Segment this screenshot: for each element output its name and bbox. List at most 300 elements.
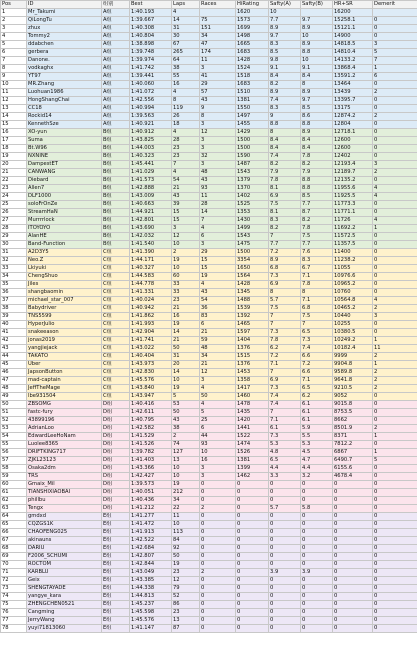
table-row[interactable] xyxy=(1,561,417,569)
table-cell[interactable]: 11055 xyxy=(333,265,373,273)
table-cell[interactable]: 0 xyxy=(373,529,417,537)
table-row[interactable] xyxy=(1,313,417,321)
table-cell[interactable]: 43 xyxy=(200,177,236,185)
table-cell[interactable]: 4 xyxy=(373,217,417,225)
table-cell[interactable]: 54 xyxy=(200,297,236,305)
table-cell[interactable]: 0 xyxy=(373,233,417,241)
table-cell[interactable]: Cangming xyxy=(27,609,102,617)
table-cell[interactable]: Gmaix_Mil xyxy=(27,481,102,489)
table-cell[interactable]: E组 xyxy=(102,561,130,569)
table-cell[interactable]: 4 xyxy=(172,169,200,177)
table-cell[interactable]: 1590 xyxy=(236,153,269,161)
table-cell[interactable]: 19 xyxy=(172,561,200,569)
table-cell[interactable]: 1:45.598 xyxy=(130,609,172,617)
table-cell[interactable]: 10255 xyxy=(333,321,373,329)
table-cell[interactable]: KARBLU xyxy=(27,569,102,577)
table-cell[interactable]: A组 xyxy=(102,57,130,65)
table-cell[interactable]: 7.5 xyxy=(301,313,333,321)
table-cell[interactable]: 1353 xyxy=(236,209,269,217)
table-row[interactable] xyxy=(1,289,417,297)
table-cell[interactable]: 0 xyxy=(373,393,417,401)
table-cell[interactable]: C组 xyxy=(102,321,130,329)
table-cell[interactable]: 32 xyxy=(200,153,236,161)
table-cell[interactable]: 38 xyxy=(172,425,200,433)
table-cell[interactable]: 64 xyxy=(1,513,27,521)
table-cell[interactable]: 0 xyxy=(373,553,417,561)
table-cell[interactable]: 9.7 xyxy=(301,97,333,105)
table-row[interactable] xyxy=(1,489,417,497)
table-cell[interactable]: 0 xyxy=(236,497,269,505)
table-cell[interactable]: 15 xyxy=(200,265,236,273)
table-cell[interactable]: 15258.1 xyxy=(333,17,373,25)
table-cell[interactable]: 1 xyxy=(1,9,27,17)
table-cell[interactable]: 26 xyxy=(172,113,200,121)
column-header[interactable]: Pos xyxy=(1,1,27,9)
table-cell[interactable]: 1:40.327 xyxy=(130,265,172,273)
table-cell[interactable]: Neo.Z xyxy=(27,257,102,265)
table-cell[interactable]: 8371 xyxy=(333,433,373,441)
table-cell[interactable]: 0 xyxy=(301,481,333,489)
table-cell[interactable]: C组 xyxy=(102,369,130,377)
table-cell[interactable]: 0 xyxy=(236,585,269,593)
table-cell[interactable]: 7 xyxy=(200,217,236,225)
table-cell[interactable]: 1:45.576 xyxy=(130,377,172,385)
table-cell[interactable]: 0 xyxy=(301,601,333,609)
column-header[interactable]: HiRating xyxy=(236,1,269,9)
table-cell[interactable]: gmdxd xyxy=(27,513,102,521)
table-cell[interactable]: 1404 xyxy=(236,337,269,345)
table-cell[interactable]: 8.3 xyxy=(269,217,301,225)
table-cell[interactable]: E组 xyxy=(102,609,130,617)
table-row[interactable] xyxy=(1,177,417,185)
table-cell[interactable]: ZJKL23123 xyxy=(27,457,102,465)
table-cell[interactable]: 0 xyxy=(373,473,417,481)
table-cell[interactable]: 6 xyxy=(200,425,236,433)
table-cell[interactable]: 151 xyxy=(200,25,236,33)
table-cell[interactable]: 8.4 xyxy=(301,145,333,153)
table-cell[interactable]: 1:41.913 xyxy=(130,529,172,537)
table-cell[interactable]: 73 xyxy=(1,585,27,593)
table-cell[interactable]: 9.7 xyxy=(301,17,333,25)
table-cell[interactable]: C组 xyxy=(102,289,130,297)
table-cell[interactable]: 9904.8 xyxy=(333,361,373,369)
table-cell[interactable]: Danone. xyxy=(27,57,102,65)
table-cell[interactable]: 10 xyxy=(301,33,333,41)
table-cell[interactable]: ZBSOMG xyxy=(27,401,102,409)
table-cell[interactable]: E组 xyxy=(102,585,130,593)
table-cell[interactable]: 0 xyxy=(301,545,333,553)
table-cell[interactable]: 12600 xyxy=(333,145,373,153)
table-cell[interactable]: 75 xyxy=(1,601,27,609)
table-cell[interactable]: 65 xyxy=(1,521,27,529)
table-cell[interactable]: 1:41.277 xyxy=(130,513,172,521)
table-cell[interactable]: 83 xyxy=(200,313,236,321)
table-cell[interactable]: 1345 xyxy=(236,289,269,297)
table-row[interactable] xyxy=(1,409,417,417)
table-cell[interactable]: 11400 xyxy=(333,249,373,257)
table-cell[interactable]: 0 xyxy=(200,585,236,593)
table-cell[interactable]: 0 xyxy=(269,545,301,553)
table-row[interactable] xyxy=(1,9,417,17)
table-cell[interactable]: 5.9 xyxy=(301,425,333,433)
table-cell[interactable]: Babydriver xyxy=(27,305,102,313)
table-cell[interactable]: 6.9 xyxy=(269,281,301,289)
table-cell[interactable]: 0 xyxy=(373,33,417,41)
table-cell[interactable]: 0 xyxy=(373,329,417,337)
table-cell[interactable]: 3 xyxy=(200,473,236,481)
table-cell[interactable]: 41 xyxy=(1,329,27,337)
table-cell[interactable]: 1430 xyxy=(236,217,269,225)
table-cell[interactable]: 0 xyxy=(236,481,269,489)
table-cell[interactable]: Luohuan1986 xyxy=(27,89,102,97)
table-cell[interactable]: phillbu xyxy=(27,497,102,505)
table-cell[interactable]: 7.9 xyxy=(269,169,301,177)
table-row[interactable] xyxy=(1,185,417,193)
table-cell[interactable]: 1:39.667 xyxy=(130,17,172,25)
table-cell[interactable]: 0 xyxy=(269,529,301,537)
table-cell[interactable]: 1:41.741 xyxy=(130,337,172,345)
table-cell[interactable]: C组 xyxy=(102,393,130,401)
table-cell[interactable]: 31 xyxy=(172,25,200,33)
table-cell[interactable]: 13464 xyxy=(333,81,373,89)
table-cell[interactable] xyxy=(200,9,236,17)
table-cell[interactable]: 10564.8 xyxy=(333,297,373,305)
table-cell[interactable]: 53 xyxy=(172,401,200,409)
table-cell[interactable]: 30 xyxy=(172,33,200,41)
table-cell[interactable]: 62 xyxy=(1,497,27,505)
table-cell[interactable]: 6.6 xyxy=(301,369,333,377)
table-cell[interactable]: 0 xyxy=(269,577,301,585)
table-cell[interactable]: 77 xyxy=(1,617,27,625)
table-cell[interactable]: 1:41.472 xyxy=(130,521,172,529)
table-cell[interactable]: 11 xyxy=(200,57,236,65)
table-cell[interactable]: 37 xyxy=(1,297,27,305)
table-cell[interactable]: 6.8 xyxy=(269,265,301,273)
table-cell[interactable]: 53 xyxy=(1,425,27,433)
table-cell[interactable]: 1381 xyxy=(236,457,269,465)
table-cell[interactable]: JeffTheMage xyxy=(27,385,102,393)
table-cell[interactable]: 5.3 xyxy=(301,441,333,449)
table-cell[interactable]: 25 xyxy=(200,417,236,425)
table-cell[interactable]: 1498 xyxy=(236,33,269,41)
table-cell[interactable]: 3 xyxy=(200,145,236,153)
table-cell[interactable]: 0 xyxy=(236,521,269,529)
table-cell[interactable]: E组 xyxy=(102,553,130,561)
table-cell[interactable]: 51 xyxy=(1,409,27,417)
table-cell[interactable]: 0 xyxy=(373,481,417,489)
table-cell[interactable]: 1497 xyxy=(236,113,269,121)
table-cell[interactable]: 1:45.237 xyxy=(130,601,172,609)
table-cell[interactable]: 1:44.583 xyxy=(130,273,172,281)
table-cell[interactable]: Osaka2dm xyxy=(27,465,102,473)
table-cell[interactable]: 0 xyxy=(200,577,236,585)
table-cell[interactable]: 0 xyxy=(333,489,373,497)
table-cell[interactable]: 1683 xyxy=(236,81,269,89)
table-cell[interactable]: C组 xyxy=(102,281,130,289)
table-cell[interactable]: 7.5 xyxy=(301,233,333,241)
table-cell[interactable]: 1:43.973 xyxy=(130,361,172,369)
table-cell[interactable]: 0 xyxy=(236,489,269,497)
table-cell[interactable]: 1358 xyxy=(236,377,269,385)
table-cell[interactable]: yangjiejack xyxy=(27,345,102,353)
table-cell[interactable]: 10 xyxy=(172,465,200,473)
table-cell[interactable]: 0 xyxy=(269,601,301,609)
table-cell[interactable]: 11773.3 xyxy=(333,201,373,209)
table-cell[interactable]: C组 xyxy=(102,265,130,273)
table-cell[interactable]: 9.1 xyxy=(269,65,301,73)
table-cell[interactable]: DARIU xyxy=(27,545,102,553)
table-cell[interactable]: 1376 xyxy=(236,345,269,353)
table-cell[interactable]: TRS xyxy=(27,473,102,481)
table-cell[interactable]: 55 xyxy=(1,441,27,449)
table-cell[interactable]: 18 xyxy=(172,121,200,129)
table-cell[interactable]: 1:41.742 xyxy=(130,65,172,73)
table-cell[interactable]: 6 xyxy=(200,233,236,241)
table-cell[interactable]: 1:42.807 xyxy=(130,553,172,561)
table-cell[interactable]: 0 xyxy=(269,561,301,569)
table-cell[interactable]: 0 xyxy=(373,249,417,257)
table-cell[interactable]: 1475 xyxy=(236,241,269,249)
table-cell[interactable]: 7812.2 xyxy=(333,441,373,449)
table-cell[interactable]: 43 xyxy=(172,193,200,201)
table-cell[interactable]: 1650 xyxy=(236,265,269,273)
table-cell[interactable]: 1379 xyxy=(236,177,269,185)
table-cell[interactable]: D组 xyxy=(102,433,130,441)
table-cell[interactable]: 1:42.844 xyxy=(130,561,172,569)
table-cell[interactable]: 1:42.032 xyxy=(130,233,172,241)
table-cell[interactable]: 1:41.993 xyxy=(130,321,172,329)
table-cell[interactable]: 50 xyxy=(172,553,200,561)
table-cell[interactable]: 69 xyxy=(1,553,27,561)
table-cell[interactable]: 0 xyxy=(373,129,417,137)
table-cell[interactable]: 0 xyxy=(333,561,373,569)
table-cell[interactable]: 7 xyxy=(301,321,333,329)
table-cell[interactable]: 93 xyxy=(200,441,236,449)
table-cell[interactable]: 0 xyxy=(373,257,417,265)
table-cell[interactable]: 7 xyxy=(269,369,301,377)
table-cell[interactable]: 14818.5 xyxy=(333,41,373,49)
table-cell[interactable]: 1 xyxy=(373,337,417,345)
table-cell[interactable]: 12 xyxy=(200,129,236,137)
table-cell[interactable]: 8.2 xyxy=(301,161,333,169)
table-cell[interactable]: 39 xyxy=(172,201,200,209)
table-cell[interactable]: D组 xyxy=(102,441,130,449)
table-row[interactable] xyxy=(1,145,417,153)
table-row[interactable] xyxy=(1,241,417,249)
table-cell[interactable]: 1428 xyxy=(236,281,269,289)
table-cell[interactable]: 13 xyxy=(172,617,200,625)
table-cell[interactable]: 12 xyxy=(1,97,27,105)
table-cell[interactable]: 1:42.522 xyxy=(130,537,172,545)
table-cell[interactable]: 12402 xyxy=(333,153,373,161)
table-cell[interactable]: 7.4 xyxy=(269,401,301,409)
table-cell[interactable]: 50 xyxy=(172,409,200,417)
table-cell[interactable]: A组 xyxy=(102,33,130,41)
table-cell[interactable]: 1:41.212 xyxy=(130,505,172,513)
table-cell[interactable]: 7.8 xyxy=(269,177,301,185)
table-cell[interactable]: 78 xyxy=(1,625,27,633)
table-cell[interactable]: 1683 xyxy=(236,49,269,57)
table-cell[interactable]: 1550 xyxy=(236,105,269,113)
table-cell[interactable]: 14 xyxy=(172,329,200,337)
table-cell[interactable]: 43 xyxy=(200,97,236,105)
table-cell[interactable]: 13 xyxy=(172,457,200,465)
table-cell[interactable]: 7.2 xyxy=(301,361,333,369)
table-cell[interactable]: 5 xyxy=(1,41,27,49)
table-cell[interactable]: Rockid14 xyxy=(27,113,102,121)
table-cell[interactable]: C组 xyxy=(102,337,130,345)
table-cell[interactable]: B组 xyxy=(102,209,130,217)
table-row[interactable] xyxy=(1,321,417,329)
table-cell[interactable]: 40 xyxy=(1,321,27,329)
table-row[interactable] xyxy=(1,273,417,281)
table-cell[interactable]: 12 xyxy=(172,233,200,241)
table-cell[interactable]: 16200 xyxy=(333,9,373,17)
table-row[interactable] xyxy=(1,625,417,633)
table-cell[interactable]: 1:41.390 xyxy=(130,249,172,257)
table-cell[interactable]: Tommy2 xyxy=(27,33,102,41)
table-cell[interactable]: 1:40.436 xyxy=(130,497,172,505)
table-cell[interactable]: 8.8 xyxy=(301,185,333,193)
table-cell[interactable]: 0 xyxy=(301,553,333,561)
table-row[interactable] xyxy=(1,257,417,265)
table-cell[interactable]: 0 xyxy=(373,569,417,577)
table-cell[interactable]: 8.3 xyxy=(269,41,301,49)
table-cell[interactable]: Band-Function xyxy=(27,241,102,249)
table-row[interactable] xyxy=(1,201,417,209)
table-cell[interactable]: 1455 xyxy=(236,121,269,129)
table-cell[interactable]: B组 xyxy=(102,129,130,137)
table-cell[interactable]: B组 xyxy=(102,169,130,177)
table-cell[interactable]: 1:43.947 xyxy=(130,393,172,401)
table-cell[interactable]: 0 xyxy=(200,521,236,529)
table-cell[interactable]: 0 xyxy=(333,553,373,561)
table-cell[interactable]: 1:44.778 xyxy=(130,281,172,289)
table-cell[interactable]: D组 xyxy=(102,481,130,489)
table-cell[interactable]: 19 xyxy=(172,321,200,329)
table-cell[interactable]: 1478 xyxy=(236,401,269,409)
table-cell[interactable]: 9589.8 xyxy=(333,369,373,377)
table-cell[interactable]: 6.6 xyxy=(301,353,333,361)
table-cell[interactable]: 7.8 xyxy=(301,153,333,161)
table-cell[interactable]: 19 xyxy=(200,273,236,281)
table-cell[interactable]: 49 xyxy=(1,393,27,401)
table-cell[interactable]: B组 xyxy=(102,217,130,225)
table-cell[interactable]: 12600 xyxy=(333,137,373,145)
table-cell[interactable]: 44 xyxy=(200,433,236,441)
table-cell[interactable]: 2 xyxy=(373,169,417,177)
table-cell[interactable]: 1441 xyxy=(236,425,269,433)
table-row[interactable] xyxy=(1,601,417,609)
table-cell[interactable]: 33 xyxy=(1,265,27,273)
table-row[interactable] xyxy=(1,57,417,65)
table-cell[interactable]: 7.8 xyxy=(269,337,301,345)
table-cell[interactable]: 6.5 xyxy=(301,385,333,393)
table-cell[interactable]: 8.8 xyxy=(301,177,333,185)
table-cell[interactable]: 0 xyxy=(373,537,417,545)
table-cell[interactable]: 8.8 xyxy=(301,121,333,129)
table-cell[interactable]: 3 xyxy=(200,65,236,73)
table-cell[interactable]: DRIFTKING717 xyxy=(27,449,102,457)
table-cell[interactable]: 1500 xyxy=(236,249,269,257)
table-cell[interactable]: 14 xyxy=(172,17,200,25)
table-row[interactable] xyxy=(1,169,417,177)
table-cell[interactable]: 44 xyxy=(1,353,27,361)
table-cell[interactable]: 21 xyxy=(200,329,236,337)
table-cell[interactable]: 19 xyxy=(172,385,200,393)
table-cell[interactable]: 0 xyxy=(200,513,236,521)
table-cell[interactable]: 0 xyxy=(373,593,417,601)
table-cell[interactable]: 23 xyxy=(172,297,200,305)
table-row[interactable] xyxy=(1,113,417,121)
table-cell[interactable]: 79 xyxy=(172,585,200,593)
table-cell[interactable]: 1:40.416 xyxy=(130,401,172,409)
table-cell[interactable] xyxy=(373,9,417,17)
table-cell[interactable]: 7.6 xyxy=(301,249,333,257)
table-cell[interactable]: DLF1000 xyxy=(27,193,102,201)
table-cell[interactable]: 1:42.888 xyxy=(130,185,172,193)
table-cell[interactable]: 31 xyxy=(172,353,200,361)
table-cell[interactable]: 1376 xyxy=(236,361,269,369)
table-cell[interactable]: 20 xyxy=(172,361,200,369)
table-cell[interactable]: E组 xyxy=(102,569,130,577)
table-cell[interactable]: 0 xyxy=(269,617,301,625)
table-cell[interactable]: ChengShuo xyxy=(27,273,102,281)
table-cell[interactable]: 20 xyxy=(1,161,27,169)
table-cell[interactable]: 8.9 xyxy=(269,257,301,265)
table-cell[interactable]: 4.5 xyxy=(301,449,333,457)
table-cell[interactable]: 1500 xyxy=(236,137,269,145)
table-cell[interactable]: 5.8 xyxy=(301,505,333,513)
table-cell[interactable]: 0 xyxy=(373,505,417,513)
column-header[interactable]: Safty(A) xyxy=(269,1,301,9)
table-cell[interactable]: 15 xyxy=(1,121,27,129)
table-cell[interactable]: 8.8 xyxy=(301,49,333,57)
table-row[interactable] xyxy=(1,377,417,385)
table-cell[interactable]: 0 xyxy=(373,561,417,569)
table-cell[interactable]: 48 xyxy=(200,345,236,353)
table-row[interactable] xyxy=(1,137,417,145)
table-cell[interactable]: 0 xyxy=(373,273,417,281)
table-cell[interactable]: 57 xyxy=(1,457,27,465)
table-cell[interactable]: 1:44.813 xyxy=(130,593,172,601)
table-cell[interactable]: Uber xyxy=(27,361,102,369)
table-cell[interactable]: 3.2 xyxy=(301,473,333,481)
table-cell[interactable]: 29 xyxy=(1,233,27,241)
table-cell[interactable]: 1:40.663 xyxy=(130,201,172,209)
table-cell[interactable]: 87 xyxy=(172,625,200,633)
table-cell[interactable]: ddabchen xyxy=(27,41,102,49)
table-cell[interactable]: Bt.W96 xyxy=(27,145,102,153)
table-cell[interactable]: 8.2 xyxy=(269,225,301,233)
table-cell[interactable]: 1:40.404 xyxy=(130,353,172,361)
table-cell[interactable]: 1465 xyxy=(236,321,269,329)
table-cell[interactable]: 3.3 xyxy=(269,473,301,481)
table-cell[interactable]: 0 xyxy=(373,577,417,585)
table-cell[interactable]: 1:42.684 xyxy=(130,545,172,553)
table-row[interactable] xyxy=(1,265,417,273)
table-cell[interactable]: 1:39.563 xyxy=(130,113,172,121)
table-cell[interactable]: A组 xyxy=(102,65,130,73)
table-cell[interactable]: 8.1 xyxy=(269,209,301,217)
table-cell[interactable]: 33 xyxy=(172,289,200,297)
table-row[interactable] xyxy=(1,89,417,97)
table-cell[interactable]: jonas2019 xyxy=(27,337,102,345)
table-cell[interactable]: 0 xyxy=(373,617,417,625)
table-cell[interactable]: 11 xyxy=(200,193,236,201)
table-cell[interactable]: 92 xyxy=(172,545,200,553)
table-row[interactable] xyxy=(1,97,417,105)
